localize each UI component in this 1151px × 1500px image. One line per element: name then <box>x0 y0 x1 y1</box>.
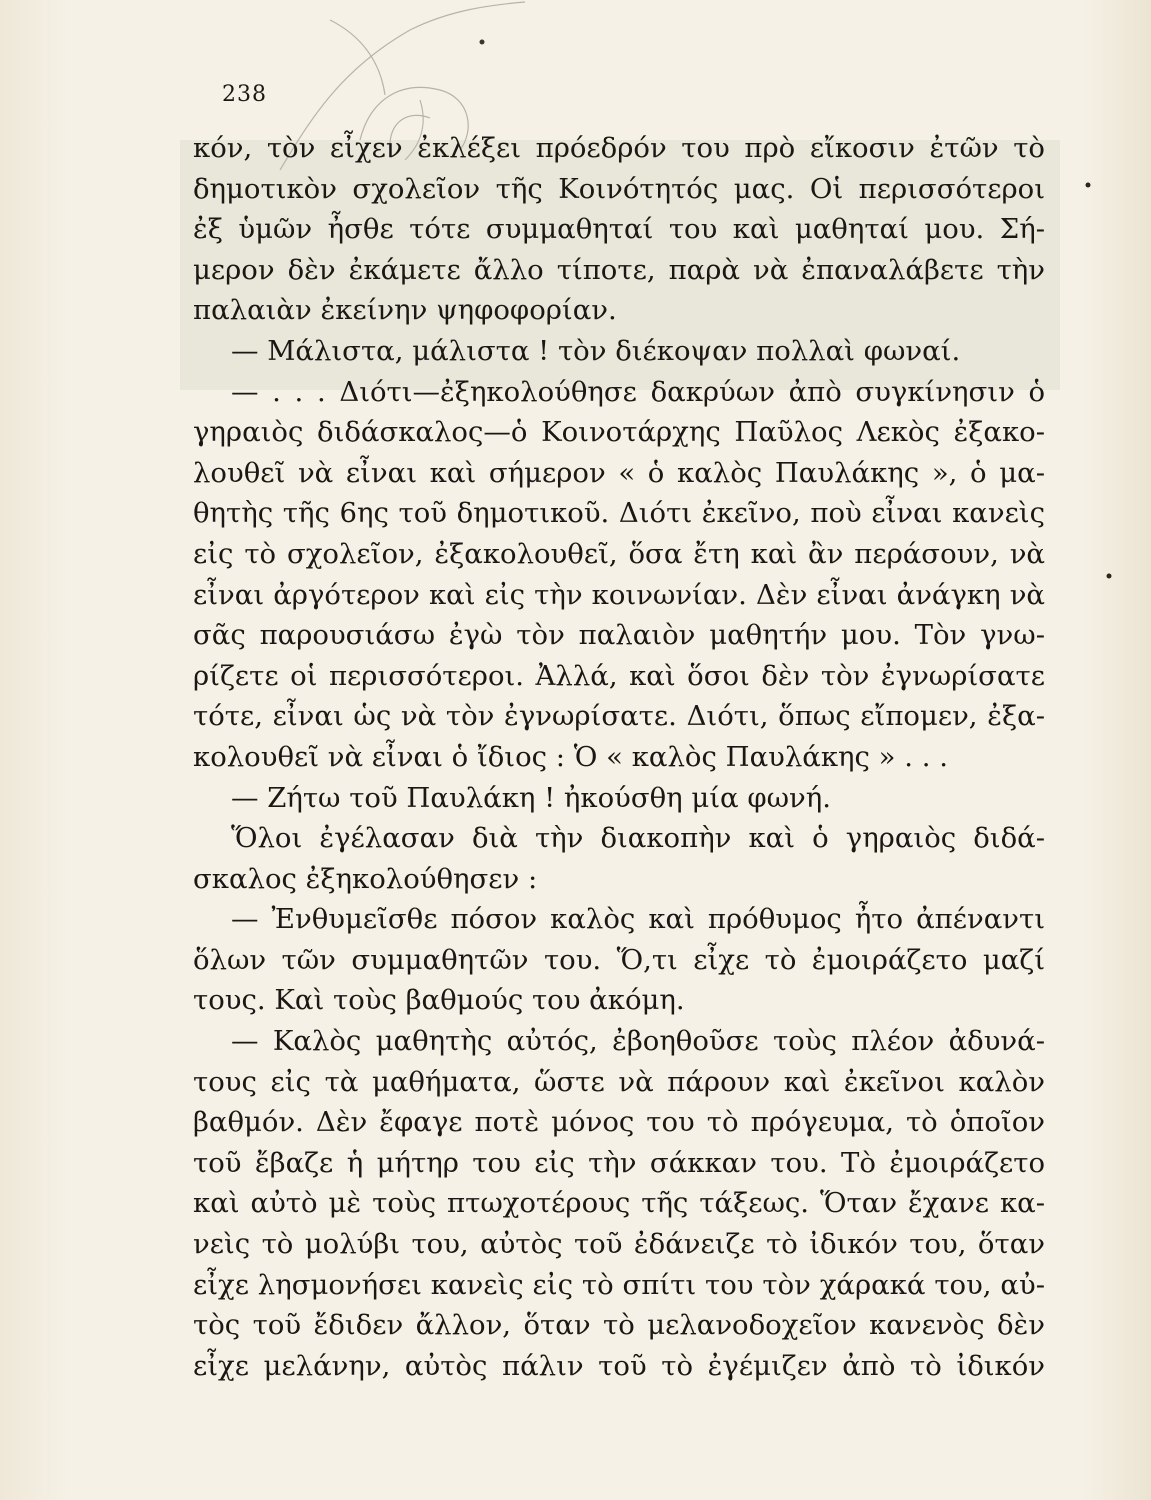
text-line: θητὴς τῆς 6ης τοῦ δημοτικοῦ. Διότι ἐκεῖνο, ποὺ εἶναι κανεὶς <box>193 497 1045 530</box>
text-line: λουθεῖ νὰ εἶναι καὶ σήμερον « ὁ καλὸς Παυλάκης », ὁ μα- <box>193 456 1045 489</box>
text-line: εἰς τὸ σχολεῖον, ἐξακολουθεῖ, ὅσα ἔτη καὶ ἂν περάσουν, νὰ <box>193 537 1045 570</box>
text-line: — Ἐνθυμεῖσθε πόσον καλὸς καὶ πρόθυμος ἦτο ἀπέναντι <box>231 903 1045 936</box>
text-line: μερον δὲν ἐκάμετε ἄλλο τίποτε, παρὰ νὰ ἐπαναλάβετε τὴν <box>193 253 1045 286</box>
text-line: εἶναι ἀργότερον καὶ εἰς τὴν κοινωνίαν. Δὲν εἶναι ἀνάγκη νὰ <box>193 578 1045 611</box>
dot-mark-icon <box>1084 181 1092 189</box>
text-line: τοῦ ἔβαζε ἡ μήτηρ του εἰς τὴν σάκκαν του. Τὸ ἐμοιράζετο <box>193 1146 1045 1179</box>
text-line: εἶχε μελάνην, αὐτὸς πάλιν τοῦ τὸ ἐγέμιζεν ἀπὸ τὸ ἰδικόν <box>193 1349 1045 1382</box>
text-line: — Ζήτω τοῦ Παυλάκη ! ἠκούσθη μία φωνή. <box>231 781 831 814</box>
text-line: ἐξ ὑμῶν ἦσθε τότε συμμαθηταί του καὶ μαθηταί μου. Σή- <box>193 213 1045 246</box>
text-line: — Μάλιστα, μάλιστα ! τὸν διέκοψαν πολλαὶ φωναί. <box>231 334 961 367</box>
text-line: εἶχε λησμονήσει κανεὶς εἰς τὸ σπίτι του τὸν χάρακά του, αὐ- <box>193 1268 1045 1301</box>
text-line: κόν, τὸν εἶχεν ἐκλέξει πρόεδρόν του πρὸ εἴκοσιν ἐτῶν τὸ <box>193 132 1045 164</box>
text-line: γηραιὸς διδάσκαλος—ὁ Κοινοτάρχης Παῦλος Λεκὸς ἐξακο- <box>193 416 1045 449</box>
body-text <box>193 128 1045 1386</box>
text-line: τους εἰς τὰ μαθήματα, ὥστε νὰ πάρουν καὶ ἐκεῖνοι καλὸν <box>193 1065 1045 1098</box>
text-line: βαθμόν. Δὲν ἔφαγε ποτὲ μόνος του τὸ πρόγευμα, τὸ ὁποῖον <box>193 1106 1045 1139</box>
text-line: — . . . Διότι—ἐξηκολούθησε δακρύων ἀπὸ συγκίνησιν ὁ <box>231 375 1045 408</box>
text-line: καὶ αὐτὸ μὲ τοὺς πτωχοτέρους τῆς τάξεως. Ὅταν ἔχανε κα- <box>193 1187 1045 1220</box>
text-line: τους. Καὶ τοὺς βαθμούς του ἀκόμη. <box>193 984 685 1017</box>
text-line: ὅλων τῶν συμμαθητῶν του. Ὅ,τι εἶχε τὸ ἐμοιράζετο μαζί <box>193 943 1045 976</box>
text-line: ρίζετε οἱ περισσότεροι. Ἀλλά, καὶ ὅσοι δὲν τὸν ἐγνωρίσατε <box>193 659 1045 692</box>
text-line: τὸς τοῦ ἔδιδεν ἄλλον, ὅταν τὸ μελανοδοχεῖον κανενὸς δὲν <box>193 1309 1045 1342</box>
text-line: δημοτικὸν σχολεῖον τῆς Κοινότητός μας. Οἱ περισσότεροι <box>193 172 1045 205</box>
text-line: κολουθεῖ νὰ εἶναι ὁ ἴδιος : Ὁ « καλὸς Παυλάκης » . . . <box>193 740 948 773</box>
page-number: 238 <box>222 82 267 107</box>
text-line: σᾶς παρουσιάσω ἐγὼ τὸν παλαιὸν μαθητήν μου. Τὸν γνω- <box>193 619 1045 652</box>
text-line: τότε, εἶναι ὡς νὰ τὸν ἐγνωρίσατε. Διότι, ὅπως εἴπομεν, ἐξα- <box>193 700 1045 733</box>
text-line: νεὶς τὸ μολύβι του, αὐτὸς τοῦ ἐδάνειζε τὸ ἰδικόν του, ὅταν <box>193 1228 1045 1261</box>
text-line: σκαλος ἐξηκολούθησεν : <box>193 862 538 895</box>
text-line: — Καλὸς μαθητὴς αὐτός, ἐβοηθοῦσε τοὺς πλέον ἀδυνά- <box>231 1025 1045 1058</box>
text-line: Ὅλοι ἐγέλασαν διὰ τὴν διακοπὴν καὶ ὁ γηραιὸς διδά- <box>231 822 1045 855</box>
text-line: παλαιὰν ἐκείνην ψηφοφορίαν. <box>193 294 617 327</box>
dot-mark-icon <box>1105 572 1113 580</box>
